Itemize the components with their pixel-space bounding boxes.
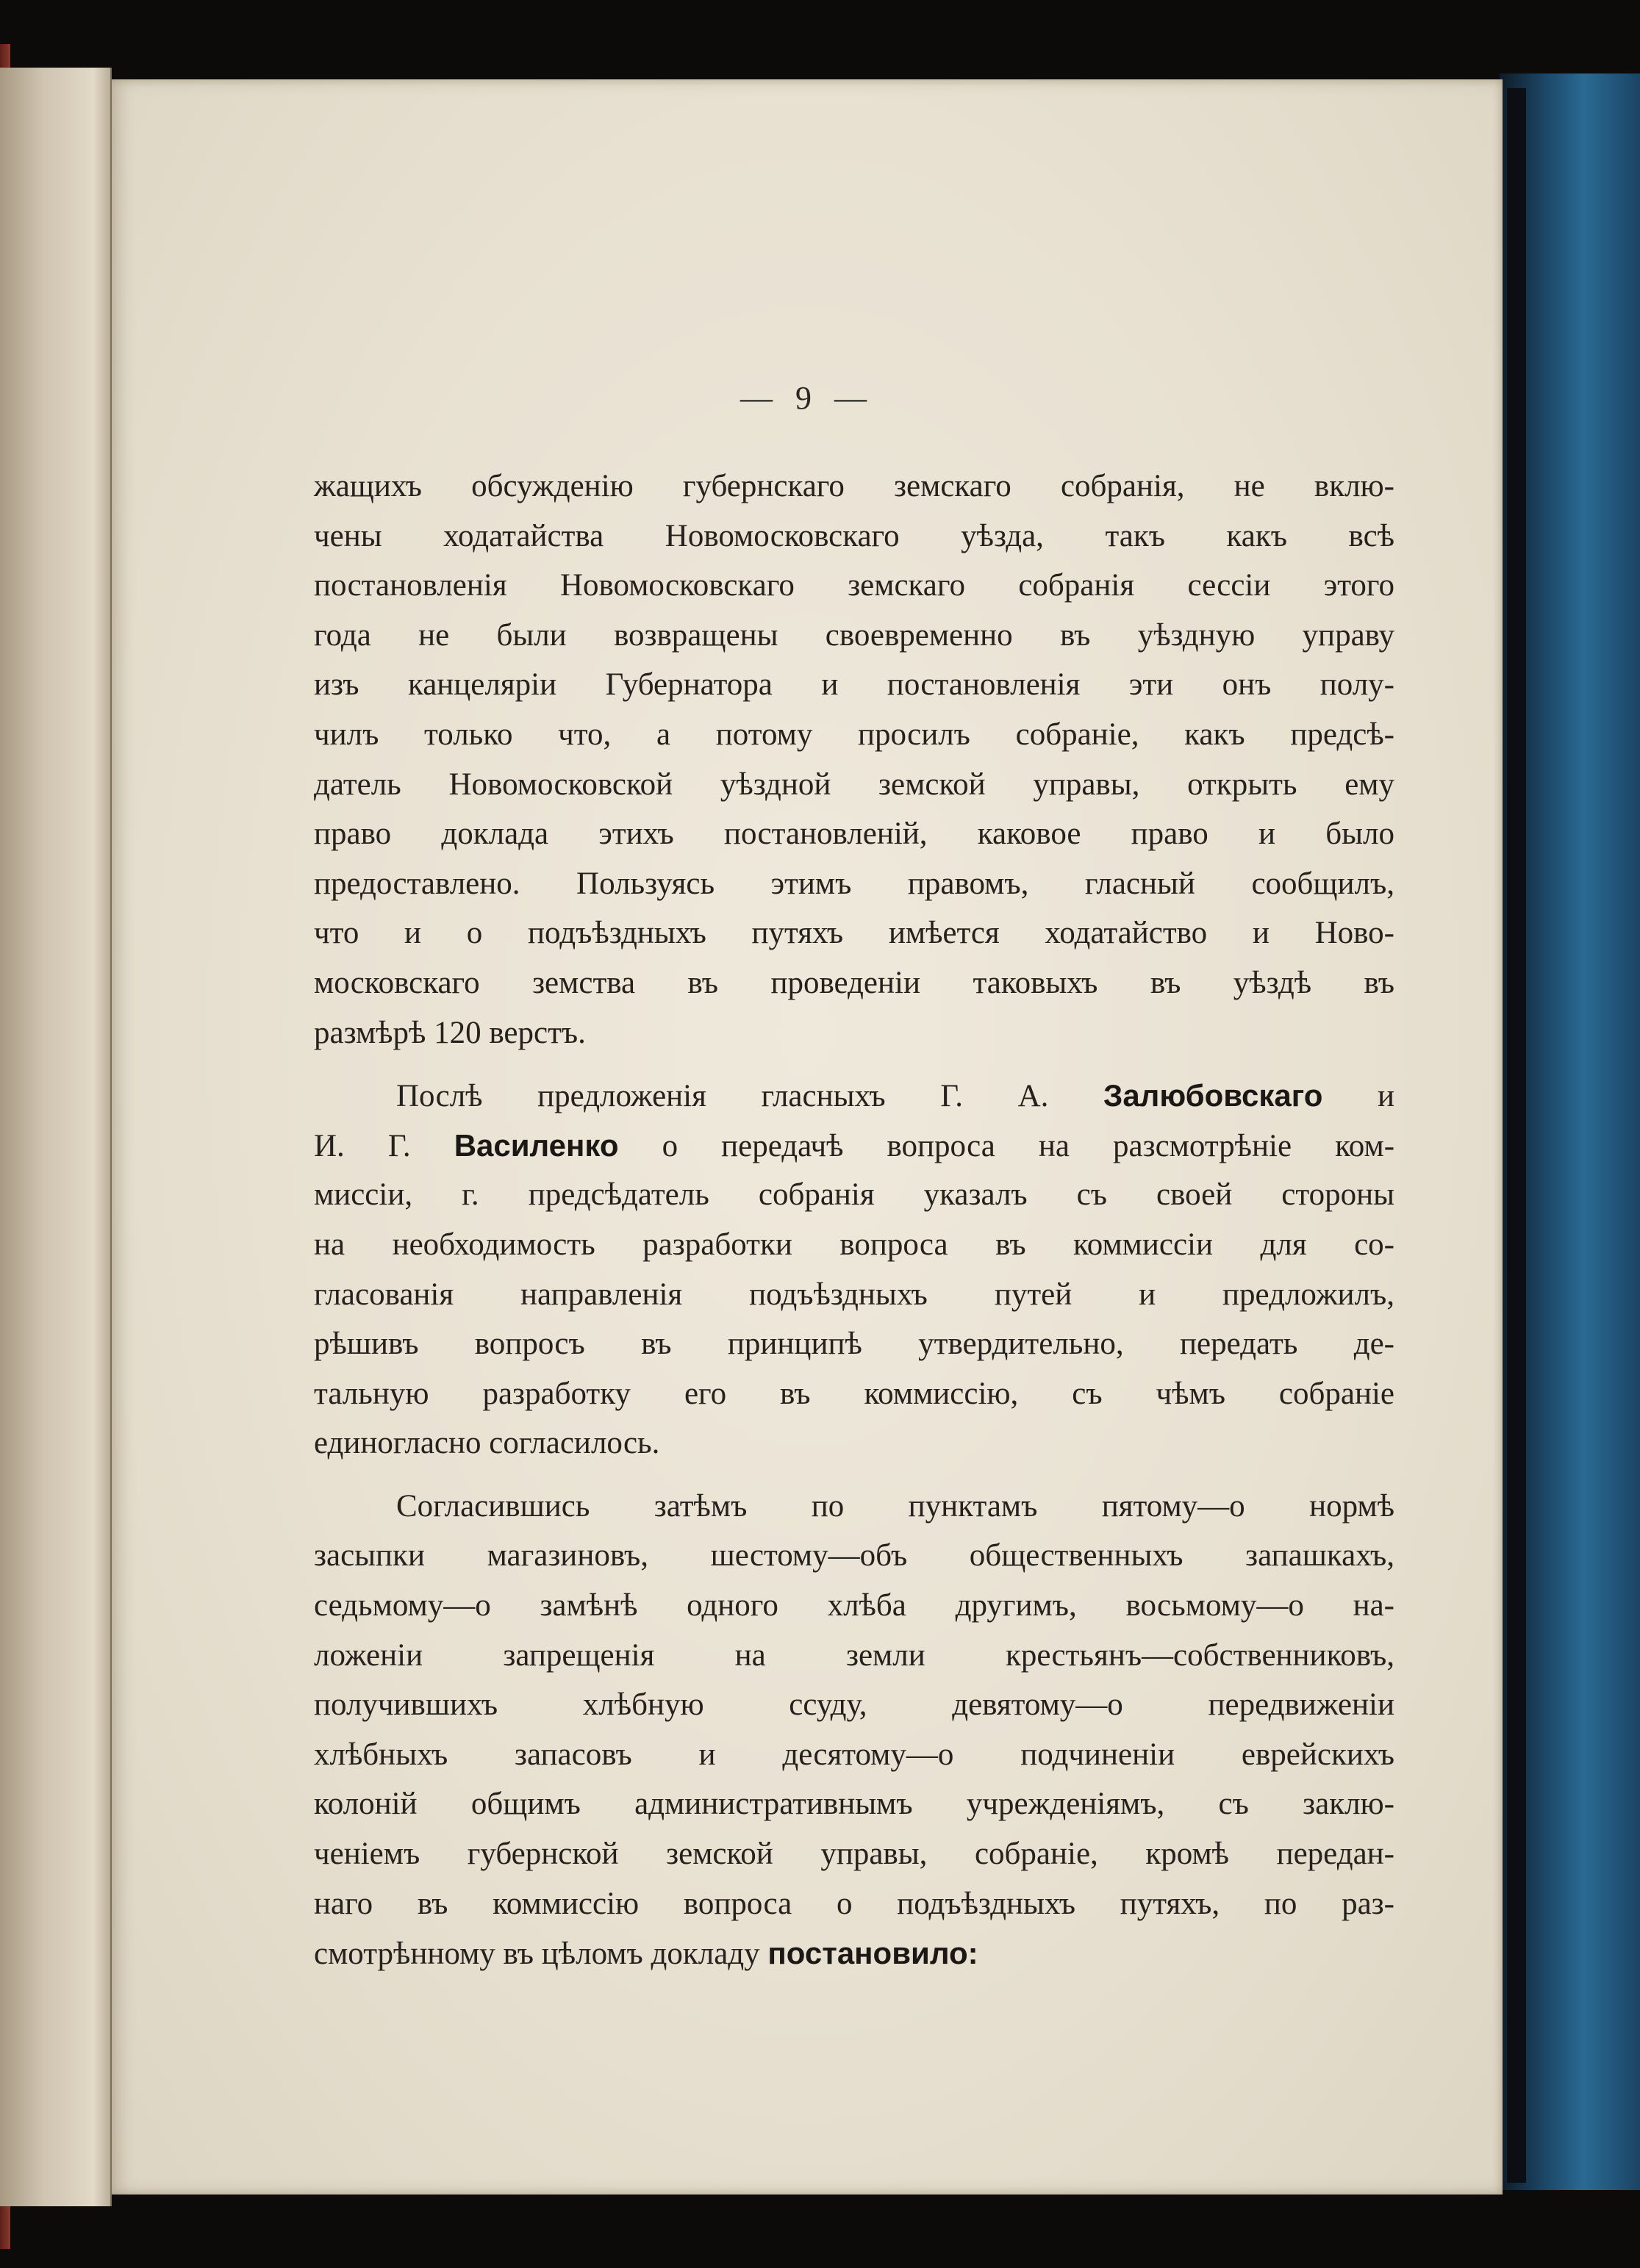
text-line [314, 1071, 1394, 1121]
text-line: Согласившись затѣмъ по пунктамъ пятому—о нормѣ [396, 1488, 1394, 1524]
text-line: засыпки магазиновъ, шестому—объ общественныхъ запашкахъ, [314, 1538, 1394, 1573]
paragraph-3 [314, 1482, 1394, 1978]
bold-resolution: постановило: [767, 1936, 978, 1971]
text-line: рѣшивъ вопросъ въ принципѣ утвердительно, передать де- [314, 1327, 1394, 1362]
text-line: жащихъ обсужденію губернскаго земскаго собранія, не вклю- [314, 469, 1394, 503]
text-line: чилъ только что, а потому просилъ собраніе, какъ предсѣ- [314, 717, 1394, 752]
text-line: хлѣбныхъ запасовъ и десятому—о подчиненіи еврейскихъ [314, 1737, 1394, 1772]
text-line: предоставлено. Пользуясь этимъ правомъ, гласный сообщилъ, [314, 866, 1394, 901]
paragraph-1 [314, 462, 1394, 1058]
text-line: получившихъ хлѣбную ссуду, девятому—о передвиженіи [314, 1687, 1394, 1723]
text-line: ченіемъ губернской земской управы, собраніе, кромѣ передан- [314, 1837, 1394, 1872]
text-line: единогласно согласилось. [314, 1426, 660, 1461]
facing-page-edge [0, 68, 112, 2206]
text-line [314, 1121, 1394, 1171]
text-line: право доклада этихъ постановленій, каковое право и было [314, 817, 1394, 852]
text-line: колоній общимъ административнымъ учрежденіямъ, съ заклю- [314, 1787, 1394, 1822]
text-line: постановленія Новомосковскаго земскаго собранія сессіи этого [314, 568, 1394, 603]
bold-name: Залюбовскаго [1103, 1078, 1323, 1113]
page-number: — 9 — [740, 380, 874, 416]
text-line: года не были возвращены своевременно въ уѣздную управу [314, 617, 1394, 653]
text-line: наго въ коммиссію вопроса о подъѣздныхъ путяхъ, по раз- [314, 1886, 1394, 1921]
text-line: ложеніи запрещенія на земли крестьянъ—собственниковъ, [314, 1637, 1394, 1673]
book-page [112, 79, 1503, 2195]
bold-name: Василенко [454, 1127, 619, 1163]
text-run: Послѣ предложенія гласныхъ Г. А. [396, 1079, 1049, 1114]
text-run: и [1378, 1079, 1395, 1114]
text-line [314, 1928, 1394, 1978]
text-line: что и о подъѣздныхъ путяхъ имѣется ходатайство и Ново- [314, 916, 1394, 951]
text-line: тальную разработку его въ коммиссію, съ чѣмъ собраніе [314, 1376, 1394, 1411]
cover-shadow [1507, 88, 1526, 2183]
text-line: седьмому—о замѣнѣ одного хлѣба другимъ, восьмому—о на- [314, 1588, 1394, 1623]
text-run: о передачѣ вопроса на разсмотрѣніе ком- [662, 1128, 1395, 1163]
paragraph-2 [314, 1071, 1394, 1468]
text-line: гласованія направленія подъѣздныхъ путей и предложилъ, [314, 1277, 1394, 1312]
text-line: размѣрѣ 120 верстъ. [314, 1015, 586, 1050]
page-body [314, 462, 1394, 1978]
text-run: И. Г. [314, 1128, 411, 1163]
text-line: изъ канцеляріи Губернатора и постановленія эти онъ полу- [314, 667, 1394, 703]
text-run: смотрѣнному въ цѣломъ докладу [314, 1937, 760, 1972]
text-line: на необходимость разработки вопроса въ коммиссіи для со- [314, 1227, 1394, 1262]
text-line: чены ходатайства Новомосковскаго уѣзда, такъ какъ всѣ [314, 518, 1394, 553]
text-line: датель Новомосковской уѣздной земской управы, открыть ему [314, 767, 1394, 802]
text-line: московскаго земства въ проведеніи таковыхъ въ уѣздѣ въ [314, 965, 1394, 1000]
text-line: миссіи, г. предсѣдатель собранія указалъ съ своей стороны [314, 1177, 1394, 1213]
